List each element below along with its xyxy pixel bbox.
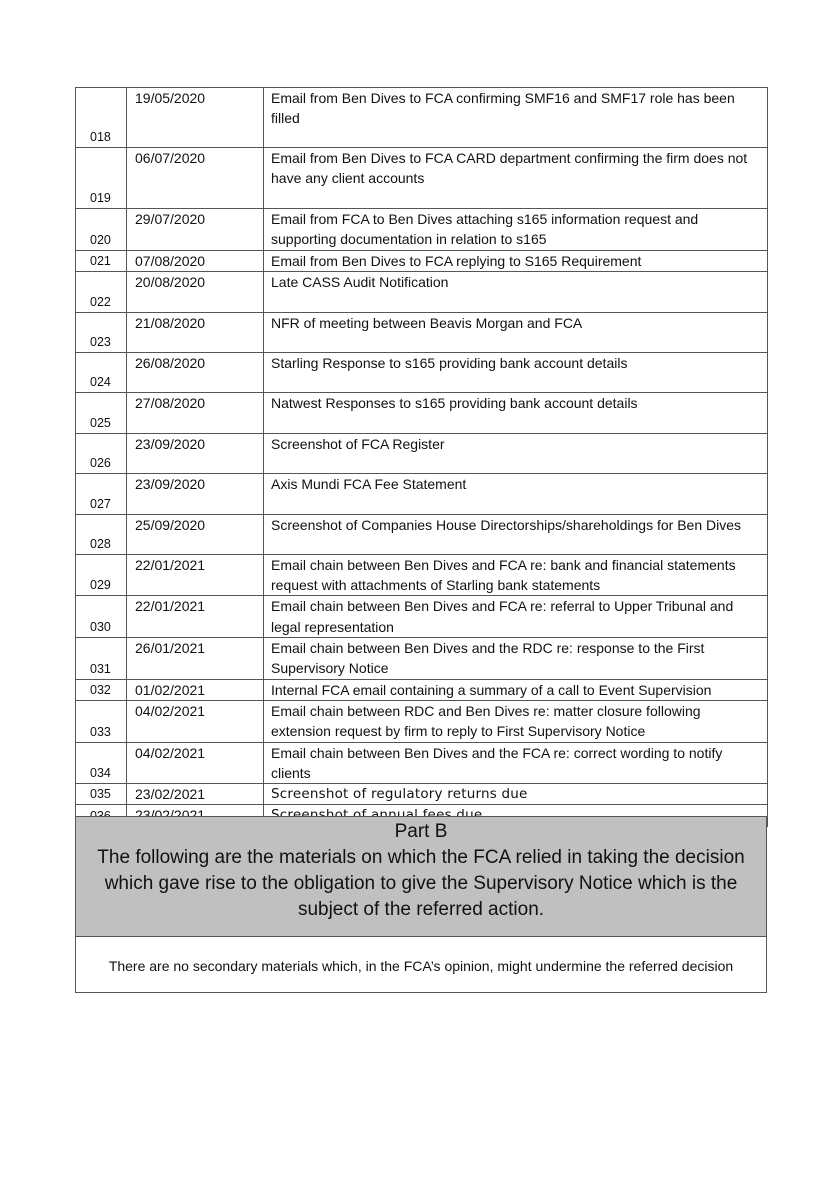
doc-date: 07/08/2020 bbox=[127, 250, 264, 271]
doc-description: Internal FCA email containing a summary of a call to Event Supervision bbox=[264, 679, 768, 700]
table-row bbox=[76, 638, 768, 680]
part-b-section bbox=[75, 816, 767, 937]
doc-date: 06/07/2020 bbox=[127, 148, 264, 209]
doc-description: Screenshot of Companies House Directorships/shareholdings for Ben Dives bbox=[264, 514, 768, 554]
doc-description: Email from FCA to Ben Dives attaching s165 information request and supporting documentation in relation to s165 bbox=[264, 209, 768, 251]
doc-description: Email from Ben Dives to FCA CARD department confirming the firm does not have any client accounts bbox=[264, 148, 768, 209]
doc-number: 031 bbox=[76, 638, 127, 680]
table-row bbox=[76, 742, 768, 784]
secondary-materials-section bbox=[75, 936, 767, 993]
doc-date: 23/02/2021 bbox=[127, 784, 264, 805]
doc-description: Email chain between Ben Dives and FCA re: referral to Upper Tribunal and legal representation bbox=[264, 596, 768, 638]
doc-date: 27/08/2020 bbox=[127, 392, 264, 433]
doc-description: NFR of meeting between Beavis Morgan and FCA bbox=[264, 312, 768, 352]
part-b-text: The following are the materials on which the FCA relied in taking the decision which gave rise to the obligation to give the Supervisory Notice which is the subject of the referred action. bbox=[97, 847, 745, 920]
table-row bbox=[76, 250, 768, 271]
table-row bbox=[76, 700, 768, 742]
doc-number: 033 bbox=[76, 700, 127, 742]
doc-number: 030 bbox=[76, 596, 127, 638]
doc-description: Starling Response to s165 providing bank account details bbox=[264, 352, 768, 392]
doc-description: Email from Ben Dives to FCA confirming SMF16 and SMF17 role has been filled bbox=[264, 88, 768, 148]
doc-date: 26/01/2021 bbox=[127, 638, 264, 680]
table-row bbox=[76, 88, 768, 148]
doc-date: 23/09/2020 bbox=[127, 473, 264, 514]
doc-date: 26/08/2020 bbox=[127, 352, 264, 392]
doc-number: 019 bbox=[76, 148, 127, 209]
doc-number: 018 bbox=[76, 88, 127, 148]
doc-date: 22/01/2021 bbox=[127, 596, 264, 638]
doc-number: 029 bbox=[76, 554, 127, 596]
doc-description: Email chain between Ben Dives and the RDC re: response to the First Supervisory Notice bbox=[264, 638, 768, 680]
materials-table bbox=[75, 87, 768, 827]
table-row bbox=[76, 209, 768, 251]
table-row bbox=[76, 473, 768, 514]
doc-description: Email chain between Ben Dives and the FCA re: correct wording to notify clients bbox=[264, 742, 768, 784]
table-row bbox=[76, 352, 768, 392]
table-row bbox=[76, 514, 768, 554]
table-row bbox=[76, 784, 768, 805]
table-row bbox=[76, 392, 768, 433]
doc-description: Screenshot of FCA Register bbox=[264, 433, 768, 473]
doc-number: 024 bbox=[76, 352, 127, 392]
doc-description: Email chain between Ben Dives and FCA re: bank and financial statements request with attachments of Starling bank statements bbox=[264, 554, 768, 596]
part-b-title: Part B bbox=[394, 821, 448, 842]
doc-date: 19/05/2020 bbox=[127, 88, 264, 148]
doc-number: 035 bbox=[76, 784, 127, 805]
table-row bbox=[76, 554, 768, 596]
doc-description: Screenshot of regulatory returns due bbox=[264, 784, 768, 805]
table-row bbox=[76, 679, 768, 700]
doc-date: 22/01/2021 bbox=[127, 554, 264, 596]
doc-date: 04/02/2021 bbox=[127, 700, 264, 742]
doc-number: 022 bbox=[76, 271, 127, 312]
table-row bbox=[76, 596, 768, 638]
table-row bbox=[76, 148, 768, 209]
doc-date: 04/02/2021 bbox=[127, 742, 264, 784]
doc-number: 020 bbox=[76, 209, 127, 251]
doc-number: 028 bbox=[76, 514, 127, 554]
doc-date: 21/08/2020 bbox=[127, 312, 264, 352]
table-row bbox=[76, 433, 768, 473]
doc-date: 23/09/2020 bbox=[127, 433, 264, 473]
doc-number: 025 bbox=[76, 392, 127, 433]
table-row bbox=[76, 271, 768, 312]
doc-description: Natwest Responses to s165 providing bank account details bbox=[264, 392, 768, 433]
doc-number: 027 bbox=[76, 473, 127, 514]
doc-number: 034 bbox=[76, 742, 127, 784]
doc-number: 032 bbox=[76, 679, 127, 700]
secondary-materials-text: There are no secondary materials which, in the FCA’s opinion, might undermine the referred decision bbox=[108, 958, 734, 974]
doc-number: 026 bbox=[76, 433, 127, 473]
doc-description: Axis Mundi FCA Fee Statement bbox=[264, 473, 768, 514]
doc-description: Email chain between RDC and Ben Dives re: matter closure following extension request by firm to reply to First Supervisory Notice bbox=[264, 700, 768, 742]
doc-date: 20/08/2020 bbox=[127, 271, 264, 312]
doc-description: Email from Ben Dives to FCA replying to S165 Requirement bbox=[264, 250, 768, 271]
table-row bbox=[76, 312, 768, 352]
doc-number: 023 bbox=[76, 312, 127, 352]
doc-date: 01/02/2021 bbox=[127, 679, 264, 700]
doc-date: 25/09/2020 bbox=[127, 514, 264, 554]
doc-number: 021 bbox=[76, 250, 127, 271]
doc-description: Late CASS Audit Notification bbox=[264, 271, 768, 312]
doc-date: 29/07/2020 bbox=[127, 209, 264, 251]
